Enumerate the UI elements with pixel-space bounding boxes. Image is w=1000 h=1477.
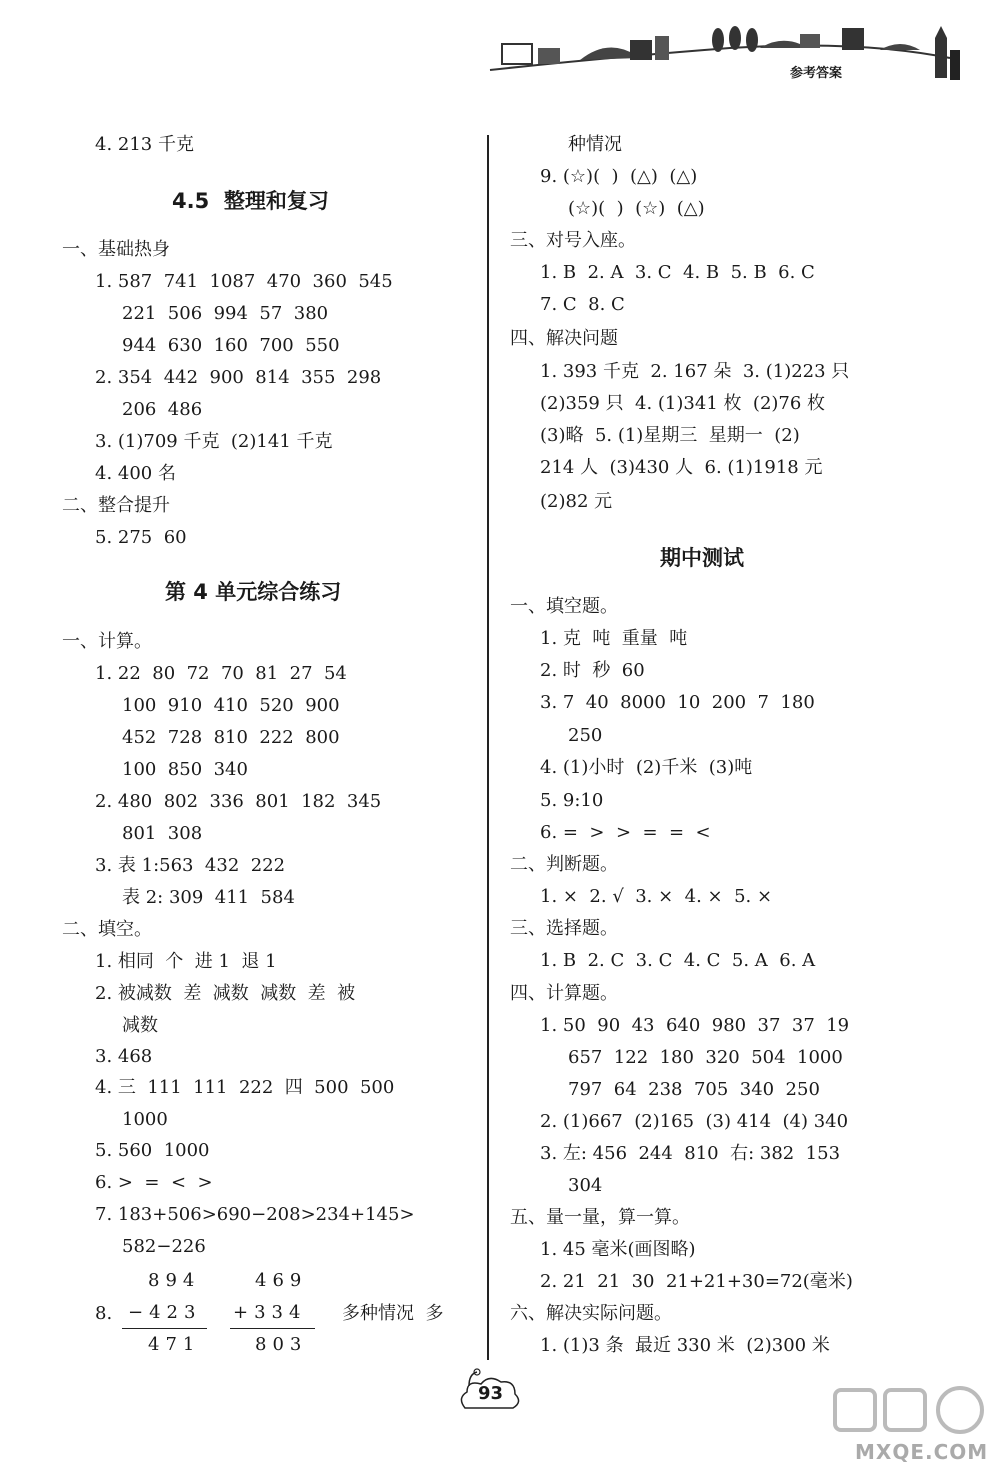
vertical-sum-top: 894 (148, 1270, 201, 1291)
vertical-sum-top: 469 (255, 1270, 308, 1291)
answer-line: 3. 表 1:563 432 222 (95, 855, 286, 876)
answer-line: 2. 时 秒 60 (540, 660, 645, 681)
answer-line: 304 (568, 1175, 603, 1196)
answer-line: (2)359 只 4. (1)341 枚 (2)76 枚 (540, 393, 826, 414)
answer-line: 1. B 2. C 3. C 4. C 5. A 6. A (540, 950, 816, 971)
answer-line: 6. = > > = = < (540, 822, 711, 843)
section-heading: 第 4 单元综合练习 (165, 580, 342, 604)
answer-line: 944 630 160 700 550 (122, 335, 340, 356)
answer-line: 2. 354 442 900 814 355 298 (95, 367, 382, 388)
answer-line: (☆)( ) (☆) (△) (568, 198, 705, 219)
answer-line: 206 486 (122, 399, 203, 420)
answer-line: 8. (95, 1303, 113, 1324)
answer-line: 6. > = < > (95, 1172, 213, 1193)
section-label: 三、对号入座。 (510, 230, 636, 251)
section-label: 四、解决问题 (510, 328, 618, 349)
answer-line: 100 910 410 520 900 (122, 695, 340, 716)
answer-line: 3. 左: 456 244 810 右: 382 153 (540, 1143, 841, 1164)
answer-line: 4. (1)小时 (2)千米 (3)吨 (540, 757, 753, 778)
watermark-text: MXQE.COM (855, 1440, 989, 1464)
answer-line: 1. 相同 个 进 1 退 1 (95, 951, 277, 972)
answer-line: 4. 400 名 (95, 463, 176, 484)
vertical-sum-result: 471 (148, 1334, 201, 1355)
answer-line: 250 (568, 725, 603, 746)
answer-line: 3. 7 40 8000 10 200 7 180 (540, 692, 815, 713)
answer-line: 3. (1)709 千克 (2)141 千克 (95, 431, 333, 452)
answer-line: 1. 50 90 43 640 980 37 37 19 (540, 1015, 850, 1036)
answer-line: 种情况 (568, 134, 622, 155)
answer-line: 5. 560 1000 (95, 1140, 210, 1161)
section-heading: 期中测试 (660, 546, 744, 570)
answer-line: 1. (1)3 条 最近 330 米 (2)300 米 (540, 1335, 830, 1356)
answer-line: 1. 22 80 72 70 81 27 54 (95, 663, 347, 684)
answer-line: (2)82 元 (540, 491, 613, 512)
answer-line: 2. 480 802 336 801 182 345 (95, 791, 382, 812)
section-label: 一、填空题。 (510, 596, 618, 617)
section-label: 三、选择题。 (510, 918, 618, 939)
section-label: 一、计算。 (62, 631, 152, 652)
answer-line: (3)略 5. (1)星期三 星期一 (2) (540, 425, 800, 446)
answer-line: 1. B 2. A 3. C 4. B 5. B 6. C (540, 262, 815, 283)
answer-line: 214 人 (3)430 人 6. (1)1918 元 (540, 457, 823, 478)
section-label: 二、填空。 (62, 919, 152, 940)
answer-line: 5. 275 60 (95, 527, 187, 548)
answer-line: 5. 9:10 (540, 790, 604, 811)
section-label: 二、整合提升 (62, 495, 170, 516)
section-label: 一、基础热身 (62, 239, 170, 260)
answer-line: 1. 克 吨 重量 吨 (540, 628, 688, 649)
answer-line: 1000 (122, 1109, 168, 1130)
sum-rule (122, 1328, 207, 1329)
answer-line: 801 308 (122, 823, 203, 844)
answer-line: 表 2: 309 411 584 (122, 887, 295, 908)
answer-line: 2. (1)667 (2)165 (3) 414 (4) 340 (540, 1111, 849, 1132)
answer-line: 2. 21 21 30 21+21+30=72(毫米) (540, 1271, 853, 1292)
answer-line: 1. 587 741 1087 470 360 545 (95, 271, 393, 292)
section-label: 六、解决实际问题。 (510, 1303, 672, 1324)
answer-line: 452 728 810 222 800 (122, 727, 340, 748)
header-label: 参考答案 (790, 66, 843, 81)
answer-line: 减数 (122, 1015, 158, 1036)
answer-line: 1. × 2. √ 3. × 4. × 5. × (540, 886, 773, 907)
header-illustration (480, 18, 980, 98)
answer-line: 7. 183+506>690−208>234+145> (95, 1204, 415, 1225)
section-label: 二、判断题。 (510, 854, 618, 875)
answer-line: 4. 三 111 111 222 四 500 500 (95, 1077, 395, 1098)
answer-line: 100 850 340 (122, 759, 248, 780)
answer-line: 797 64 238 705 340 250 (568, 1079, 820, 1100)
answer-line: 4. 213 千克 (95, 134, 194, 155)
section-label: 四、计算题。 (510, 983, 618, 1004)
answer-line: 3. 468 (95, 1046, 153, 1067)
vertical-sum-operand: +334 (233, 1302, 307, 1323)
vertical-sum-operand: −423 (128, 1302, 202, 1323)
answer-line: 2. 被减数 差 减数 减数 差 被 (95, 983, 356, 1004)
column-divider (487, 135, 489, 1360)
answer-line: 221 506 994 57 380 (122, 303, 329, 324)
answer-line: 1. 393 千克 2. 167 朵 3. (1)223 只 (540, 361, 850, 382)
section-label: 五、量一量，算一算。 (510, 1207, 690, 1228)
vertical-sum-result: 803 (255, 1334, 308, 1355)
page-number: 93 (478, 1383, 504, 1404)
answer-line: 582−226 (122, 1236, 206, 1257)
answer-line: 多种情况 多 (342, 1303, 444, 1324)
answer-line: 1. 45 毫米(画图略) (540, 1239, 696, 1260)
answer-line: 657 122 180 320 504 1000 (568, 1047, 843, 1068)
answer-line: 7. C 8. C (540, 294, 625, 315)
answer-line: 9. (☆)( ) (△) (△) (540, 166, 698, 187)
sum-rule (230, 1328, 315, 1329)
section-heading: 4.5 整理和复习 (172, 189, 329, 213)
